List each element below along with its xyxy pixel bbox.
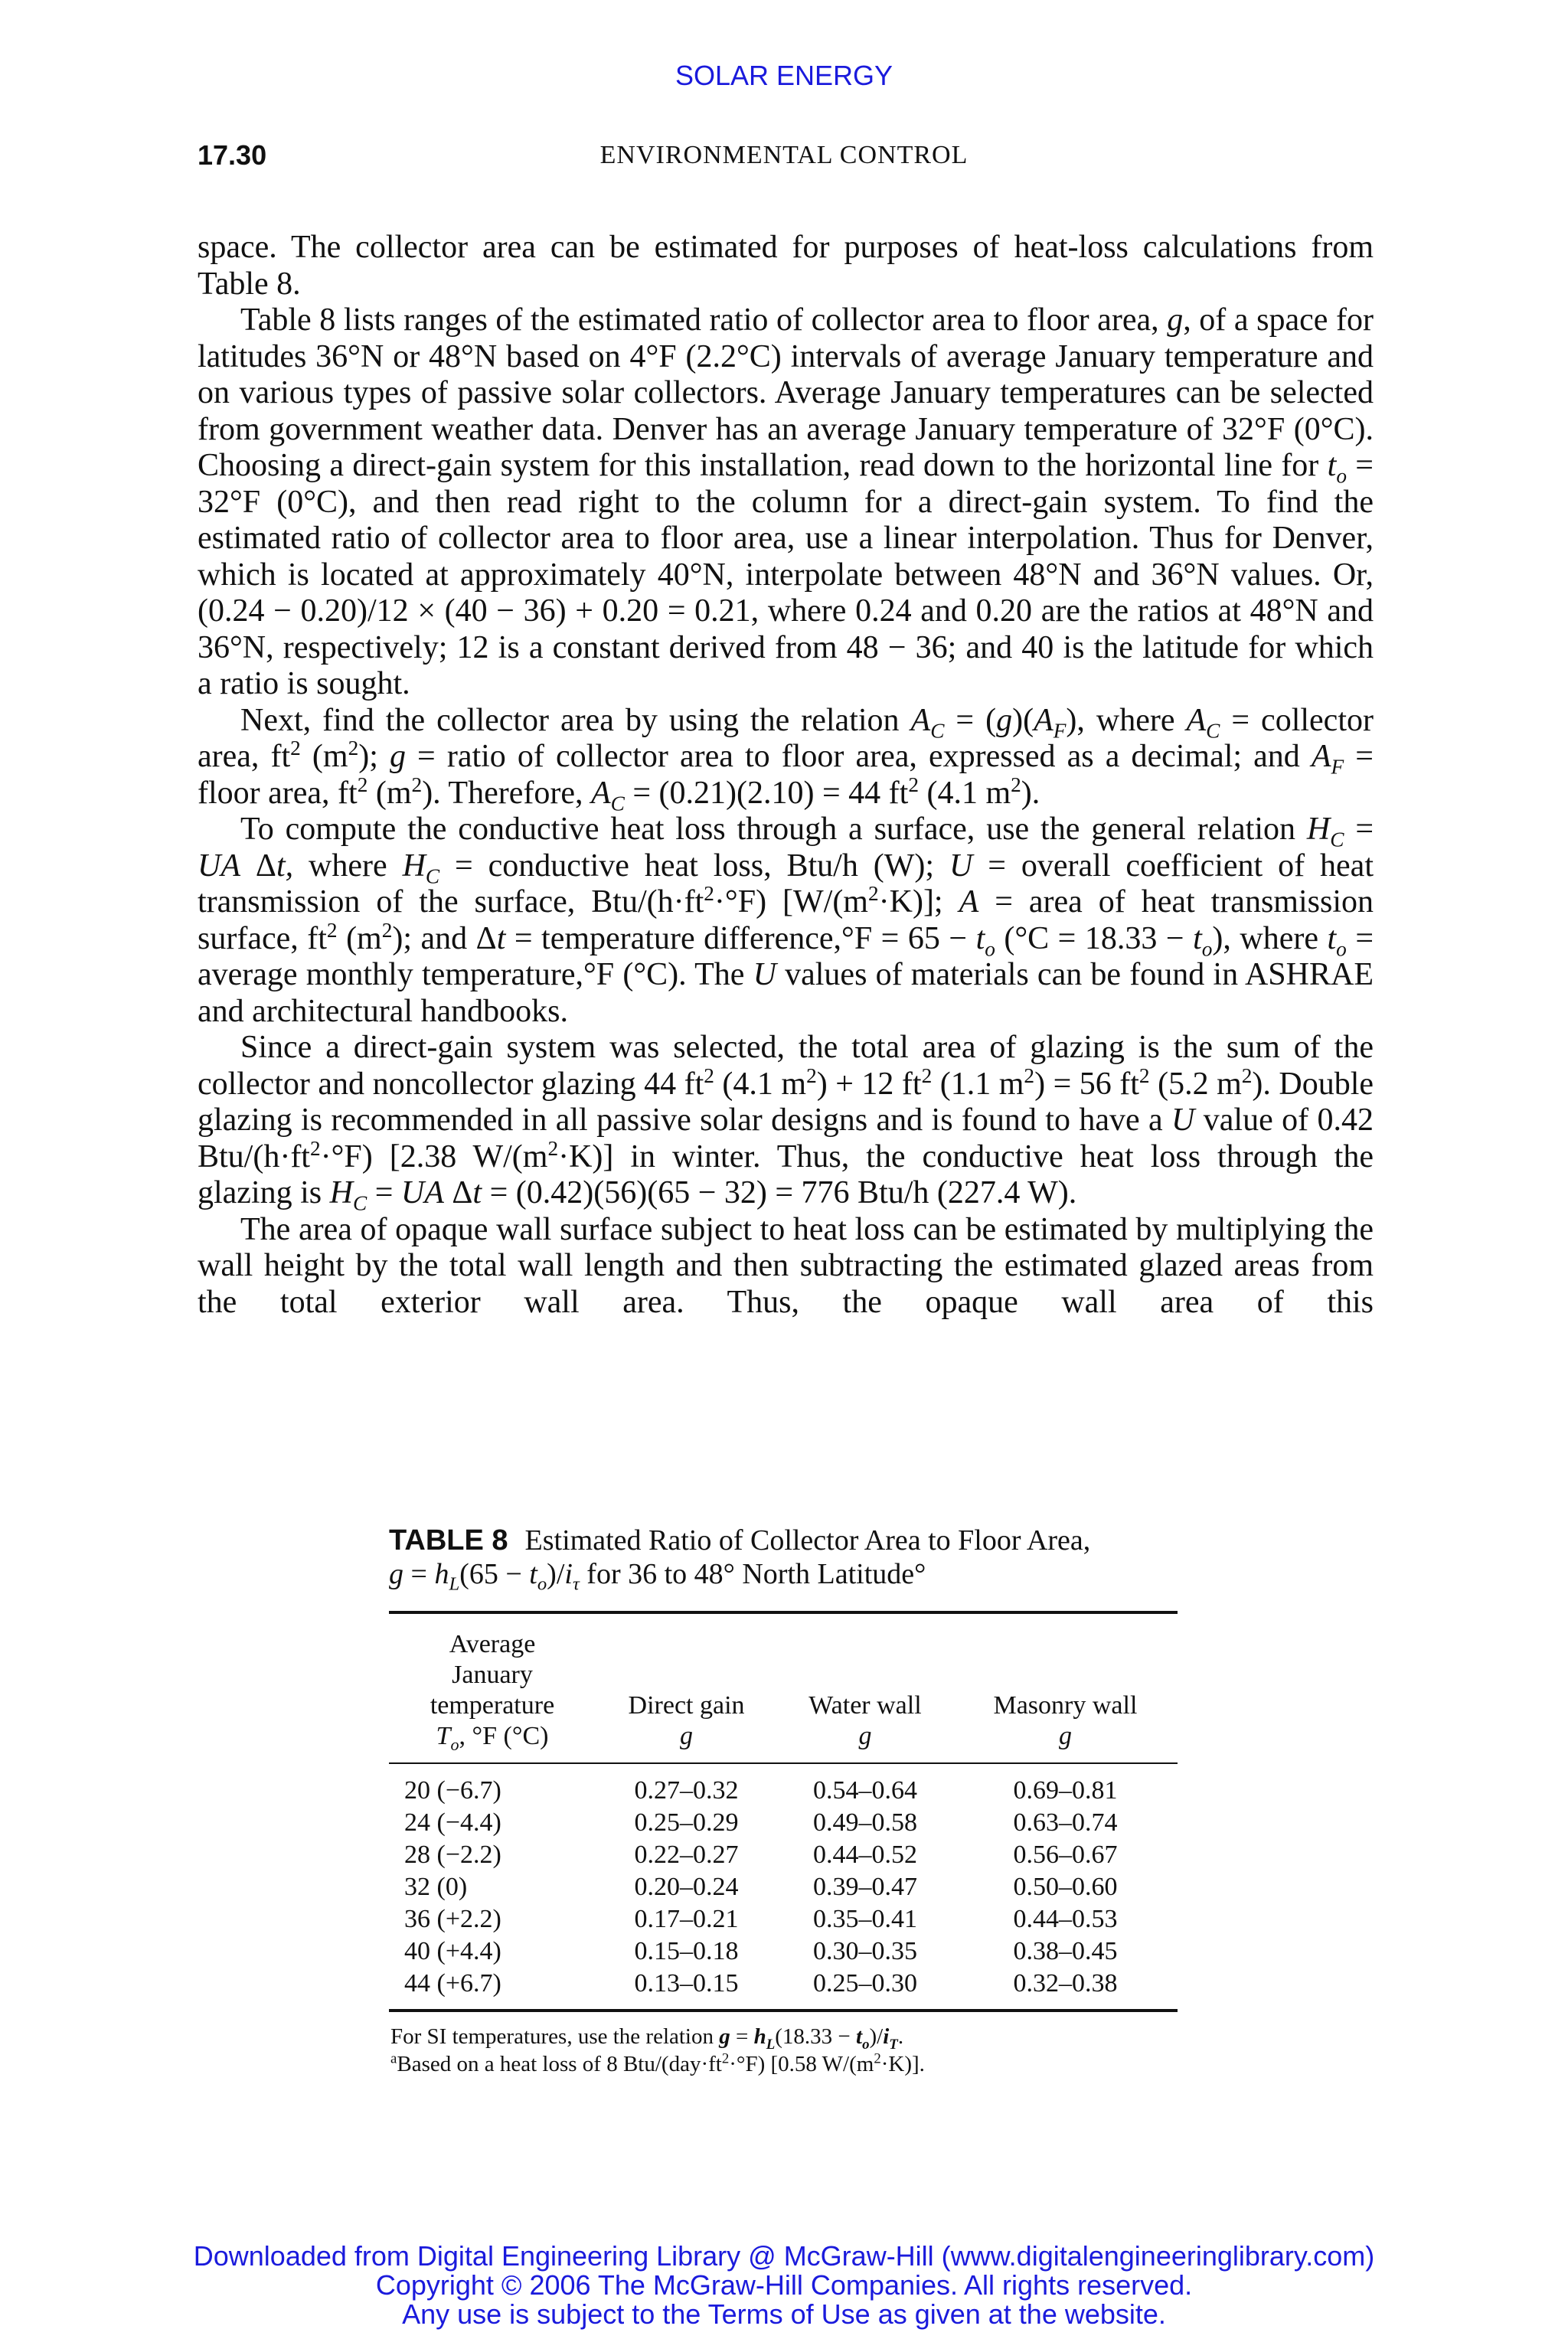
header-water-wall: Water wall g <box>808 1691 922 1750</box>
paragraph-3: Next, find the collector area by using the relation $A_C = (g)(A_F)$, where $A_C$ = collector area, $ft^2$ $(m^2)$; g = ratio of collector area to floor area, expressed as a decimal; and $A_F$ = floor area, $ft^2$ $(m^2)$. Therefore, $A_C = (0.21)(2.10) = 44$ $ft^2$ (4.1 $m^2$). <box>198 702 1374 815</box>
table-bottom-rule <box>389 2009 1178 2012</box>
table-header-row <box>389 1614 1178 1763</box>
table-label: TABLE 8 <box>389 1524 508 1557</box>
paragraph-2: Table 8 lists ranges of the estimated ratio of collector area to floor area, g, of a space for latitudes 36°N or 48°N based on 4°F (2.2°C) intervals of average January temperature and on various types of passive solar collectors. Average January temperatures can be selected from government weather data. Denver has an average January temperature of 32°F (0°C). Choosing a direct-gain system for this installation, read down to the horizontal line for $t_o = 32^\circ F$ (0°C), and then read right to the column for a direct-gain system. To find the estimated ratio of collector area to floor area, use a linear interpolation. Thus for Denver, which is located at approximately 40°N, interpolate between 48°N and 36°N values. Or, (0.24 − 0.20)/12 × (40 − 36) + 0.20 = 0.21, where 0.24 and 0.20 are the ratios at 48°N and 36°N, respectively; 12 is a constant derived from 48 − 36; and 40 is the latitude for which a ratio is sought. <box>198 302 1374 701</box>
table-row: 32 (0) 0.20–0.24 0.39–0.47 0.50–0.60 <box>404 1873 1118 1901</box>
footer-download-link[interactable]: Downloaded from Digital Engineering Library @ McGraw-Hill (www.digitalengineeringlibrary.com) <box>193 2240 1375 2272</box>
table-grid <box>389 1614 1178 2009</box>
table-note-si: For SI temperatures, use the relation $g = h_L(18.33 - t_o)/i_T$. <box>390 2024 904 2053</box>
header-direct-gain: Direct gain g <box>628 1691 745 1750</box>
table-title-line1: Estimated Ratio of Collector Area to Floor Area, <box>524 1524 1091 1557</box>
footer-terms: Any use is subject to the Terms of Use as given at the website. <box>402 2298 1166 2330</box>
table-notes <box>389 2023 1178 2078</box>
top-banner: SOLAR ENERGY <box>675 60 893 91</box>
page-number: 17.30 <box>198 139 267 171</box>
table-row: 24 (−4.4) 0.25–0.29 0.49–0.58 0.63–0.74 <box>404 1808 1118 1837</box>
body-text <box>198 230 1374 1321</box>
paragraph-6: The area of opaque wall surface subject to heat loss can be estimated by multiplying the wall height by the total wall length and then subtracting the estimated glazed areas from the total exterior wall area. Thus, the opaque wall area of this <box>198 1211 1374 1320</box>
table-row: 20 (−6.7) 0.27–0.32 0.54–0.64 0.69–0.81 <box>404 1776 1118 1805</box>
table-title-formula: $g = h_L(65 - t_o)/i_\tau$ for 36 to 48° North Latitude° <box>389 1558 926 1595</box>
paragraph-1: space. The collector area can be estimated for purposes of heat-loss calculations from Table 8. <box>198 230 1374 302</box>
table-row: 40 (+4.4) 0.15–0.18 0.30–0.35 0.38–0.45 <box>404 1937 1118 1965</box>
running-head: ENVIRONMENTAL CONTROL <box>599 141 969 169</box>
table-note-footnote: $^a$Based on a heat loss of 8 Btu/$(day\cdot ft^2\cdot^\circ F)$ [0.58 $W/(m^2\cdot K)$]. <box>390 2050 925 2076</box>
table-row: 36 (+2.2) 0.17–0.21 0.35–0.41 0.44–0.53 <box>404 1905 1118 1933</box>
footer <box>0 2242 1568 2329</box>
paragraph-4: To compute the conductive heat loss through a surface, use the general relation $H_C$ = UA Δt, where $H_C$ = conductive heat loss, Btu/h (W); U = overall coefficient of heat transmission of the surface, Btu/$(h\cdot ft^2\cdot^\circ F)$ $[W/(m^2\cdot K)]$; A = area of heat transmission surface, $ft^2$ $(m^2)$; and Δt = temperature difference,°F = $65 - t_o$ $(^\circ C = 18.33 - t_o)$, where $t_o$ = average monthly temperature,°F (°C). The U values of materials can be found in ASHRAE and architectural handbooks. <box>198 812 1374 1029</box>
footer-copyright: Copyright © 2006 The McGraw-Hill Companies. All rights reserved. <box>375 2269 1193 2301</box>
header-masonry-wall: Masonry wall g <box>993 1691 1138 1750</box>
table-caption <box>389 1524 1178 1595</box>
paragraph-5: Since a direct-gain system was selected, the total area of glazing is the sum of the collector and noncollector glazing 44 $ft^2$ (4.1 $m^2) + 12$ $ft^2$ (1.1 $m^2) = 56$ $ft^2$ (5.2 $m^2$). Double glazing is recommended in all passive solar designs and is found to have a U value of 0.42 Btu/$(h\cdot ft^2\cdot^\circ F)$ [2.38 $W/(m^2\cdot K)$] in winter. Thus, the conductive heat loss through the glazing is $H_C$ = UA Δt = (0.42)(56)(65 − 32) = 776 Btu/h (227.4 W). <box>198 1030 1374 1215</box>
table-8 <box>389 1524 1178 2078</box>
table-row: 28 (−2.2) 0.22–0.27 0.44–0.52 0.56–0.67 <box>404 1841 1118 1869</box>
table-row: 44 (+6.7) 0.13–0.15 0.25–0.30 0.32–0.38 <box>404 1969 1118 1998</box>
header-temperature: Average January temperature $T_o$, °F (°C) <box>430 1630 555 1754</box>
